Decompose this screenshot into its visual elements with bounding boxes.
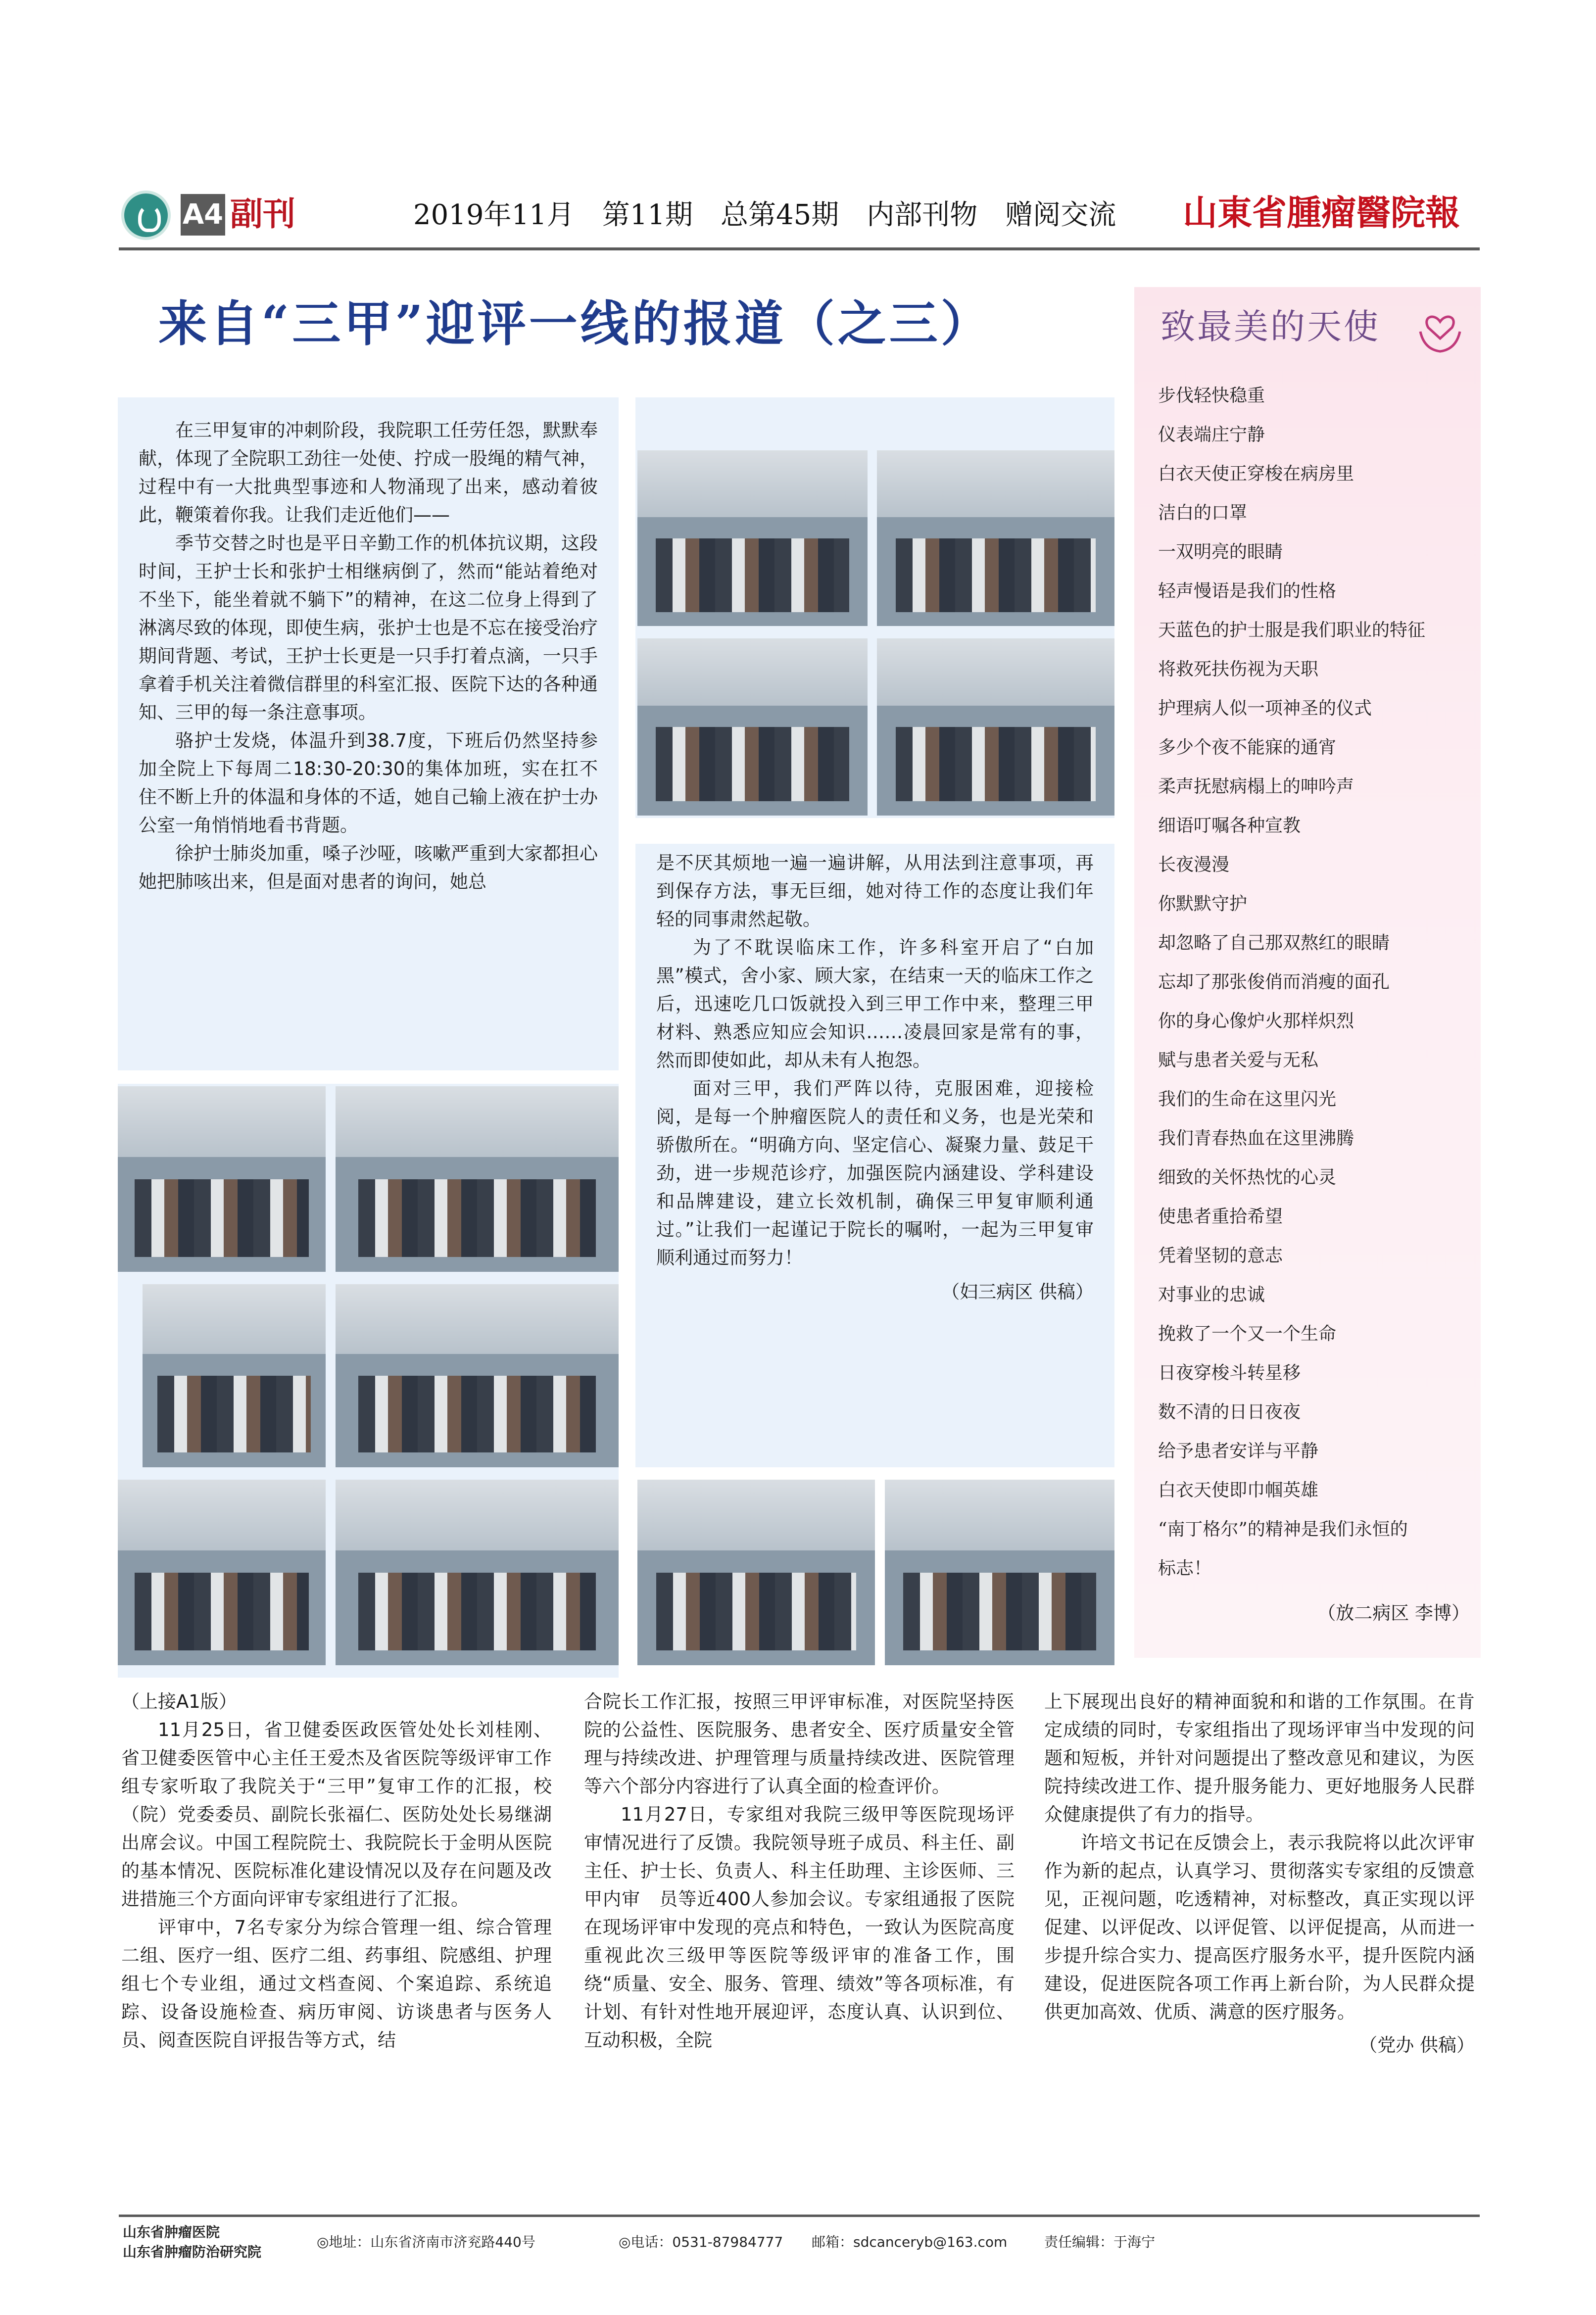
newspaper-title: 山東省腫瘤醫院報: [1183, 192, 1460, 233]
poem-line: 凭着坚韧的意志: [1158, 1246, 1283, 1266]
footer-org-institute: 山东省肿瘤防治研究院: [123, 2244, 262, 2260]
poem-line: 你的身心像炉火那样炽烈: [1158, 1011, 1354, 1031]
poem-line: 却忽略了自己那双熬红的眼睛: [1158, 933, 1390, 953]
meeting-photo: [637, 450, 868, 626]
paragraph: 季节交替之时也是平日辛勤工作的机体抗议期，这段时间，王护士长和张护士相继病倒了，然而“能站着绝对不坐下，能坐着就不躺下”的精神，在这二位身上得到了淋漓尽致的体现，即使生病，张护士也是不忘在接受治疗期间背题、考试，王护士长更是一只手打着点滴，一只手拿着手机关注着微信群里的科室汇报、医院下达的各种通知、三甲的每一条注意事项。: [139, 532, 598, 723]
footer-address: ◎地址：山东省济南市济兖路440号: [317, 2234, 535, 2250]
article-credit: （妇三病区 供稿）: [941, 1281, 1094, 1302]
poem-line: 我们青春热血在这里沸腾: [1158, 1128, 1354, 1149]
conference-room-photo: [336, 1086, 619, 1272]
footer-org-hospital: 山东省肿瘤医院: [123, 2224, 220, 2240]
poem-line: 你默默守护: [1158, 894, 1248, 914]
poem-line: 将救死扶伤视为天职: [1158, 659, 1319, 679]
article2-column-2: [584, 1688, 1015, 2054]
poem-line: 一双明亮的眼睛: [1158, 542, 1283, 562]
paragraph: 上下展现出良好的精神面貌和和谐的工作氛围。在肯定成绩的同时，专家组指出了现场评审当中发现的问题和短板，并针对问题提出了整改意见和建议，为医院持续改进工作、提升服务能力、更好地服务人民群众健康提供了有力的指导。: [1044, 1691, 1475, 1825]
hospital-logo-icon: [121, 191, 171, 240]
poem-line: 数不清的日日夜夜: [1158, 1402, 1301, 1422]
poem-line: 使患者重拾希望: [1158, 1206, 1283, 1227]
review-meeting-photo: [336, 1284, 619, 1467]
poem-line: 忘却了那张俊俏而消瘦的面孔: [1158, 972, 1390, 992]
paragraph: 评审中，7名专家分为综合管理一组、综合管理二组、医疗一组、医疗二组、药事组、院感组、护理组七个专业组，通过文档查阅、个案追踪、系统追踪、设备设施检查、病历审阅、访谈患者与医务人员、阅查医院自评报告等方式，结: [121, 1917, 552, 2051]
continued-note: （上接A1版）: [121, 1691, 237, 1712]
poem-line: 赋与患者关爱与无私: [1158, 1050, 1319, 1070]
article2-column-3: [1044, 1688, 1475, 2059]
paragraph: 骆护士发烧，体温升到38.7度，下班后仍然坚持参加全院上下每周二18:30-20:30的集体加班，实在扛不住不断上升的体温和身体的不适，她自己输上液在护士办公室一角悄悄地看书背题。: [139, 730, 598, 836]
nurse-station-photo: [877, 638, 1114, 816]
header-divider: [119, 247, 1480, 250]
records-check-photo: [118, 1480, 326, 1665]
poem-line: 日夜穿梭斗转星移: [1158, 1363, 1301, 1383]
article-text-panel-left: [118, 397, 619, 1070]
poem-line: 多少个夜不能寐的通宵: [1158, 737, 1337, 758]
poem-line: 天蓝色的护士服是我们职业的特征: [1158, 620, 1426, 640]
paragraph: 11月25日，省卫健委医政医管处处长刘桂刚、省卫健委医管中心主任王爱杰及省医院等级评审工作组专家听取了我院关于“三甲”复审工作的汇报，校（院）党委委员、副院长张福仁、医防处处长易继湖出席会议。中国工程院院士、我院院长于金明从医院的基本情况、医院标准化建设情况以及存在问题及改进措施三个方面向评审专家组进行了汇报。: [121, 1719, 552, 1910]
expert-visit-photo: [118, 1086, 326, 1272]
poem-line: 我们的生命在这里闪光: [1158, 1089, 1337, 1109]
paragraph: 11月27日，专家组对我院三级甲等医院现场评审情况进行了反馈。我院领导班子成员、科主任、副主任、护士长、负责人、科主任助理、主诊医师、三甲内审 员等近400人参加会议。专家组通报了医院在现场评审中发现的亮点和特色，一致认为医院高度重视此次三级甲等医院等级评审的准备工作，围绕“质量、安全、服务、管理、绩效”等各项标准，有计划、有针对性地开展迎评，态度认真、认识到位、互动积极，全院: [584, 1804, 1015, 2051]
section-name: 副刊: [230, 195, 295, 233]
paragraph: 在三甲复审的冲刺阶段，我院职工任劳任怨，默默奉献，体现了全院职工劲往一处使、拧成一股绳的精气神，过程中有一大批典型事迹和人物涌现了出来，感动着彼此，鞭策着你我。让我们走近他们——: [139, 420, 598, 526]
footer-email: 邮箱：sdcanceryb@163.com: [812, 2234, 1008, 2250]
workstation-photo: [336, 1480, 619, 1665]
poem-line: 给予患者安详与平静: [1158, 1441, 1319, 1461]
poem-line: 长夜漫漫: [1158, 855, 1230, 875]
article-headline: 来自“三甲”迎评一线的报道（之三）: [158, 295, 992, 352]
issue-info: 2019年11月 第11期 总第45期 内部刊物 赠阅交流: [413, 199, 1116, 231]
feedback-meeting-photo: [885, 1480, 1114, 1665]
poem-lines: [1158, 376, 1470, 1588]
page-number: A4: [181, 194, 225, 236]
poem-line: 细语叮嘱各种宣教: [1158, 816, 1301, 836]
paragraph: 徐护士肺炎加重，嗓子沙哑，咳嗽严重到大家都担心她把肺咳出来，但是面对患者的询问，她总: [139, 843, 598, 892]
poem-line: 护理病人似一项神圣的仪式: [1158, 698, 1372, 719]
poem-line: 对事业的忠诚: [1158, 1285, 1265, 1305]
poem-line: 挽救了一个又一个生命: [1158, 1324, 1337, 1344]
footer-editor: 责任编辑：于海宁: [1044, 2234, 1156, 2250]
poem-line: 标志！: [1158, 1558, 1212, 1579]
article-body: [139, 416, 598, 896]
poem-line: 仪表端庄宁静: [1158, 425, 1265, 445]
heart-hands-icon: [1415, 302, 1465, 356]
paragraph: 为了不耽误临床工作，许多科室开启了“白加黑”模式，舍小家、顾大家，在结束一天的临床工作之后，迅速吃几口饭就投入到三甲工作中来，整理三甲材料、熟悉应知应会知识……凌晨回家是常有的事，然而即使如此，却从未有人抱怨。: [656, 937, 1094, 1071]
footer-phone: ◎电话：0531-87984777: [619, 2234, 783, 2250]
poem-line: 柔声抚慰病榻上的呻吟声: [1158, 776, 1354, 797]
poem-line: 白衣天使即巾帼英雄: [1158, 1480, 1319, 1500]
poem-credit: （放二病区 李博）: [1317, 1602, 1470, 1624]
document-review-photo: [143, 1284, 326, 1467]
ward-visit-photo: [637, 638, 868, 816]
paragraph: 面对三甲，我们严阵以待，克服困难，迎接检阅，是每一个肿瘤医院人的责任和义务，也是光荣和骄傲所在。“明确方向、坚定信心、凝聚力量、鼓足干劲，进一步规范诊疗，加强医院内涵建设、学科建设和品牌建设，建立长效机制，确保三甲复审顺利通过。”让我们一起谨记于院长的嘱咐，一起为三甲复审顺利通过而努力！: [656, 1078, 1094, 1268]
poem-line: 洁白的口罩: [1158, 503, 1248, 523]
article2-column-1: [121, 1688, 552, 2054]
paragraph: 合院长工作汇报，按照三甲评审标准，对医院坚持医院的公益性、医院服务、患者安全、医疗质量安全管理与持续改进、护理管理与质量持续改进、医院管理等六个部分内容进行了认真全面的检查评价。: [584, 1691, 1015, 1797]
paragraph: 许培文书记在反馈会上，表示我院将以此次评审作为新的起点，认真学习、贯彻落实专家组的反馈意见，正视问题，吃透精神，对标整改，真正实现以评促建、以评促改、以评促管、以评促提高，从而进一步提升综合实力、提高医疗服务水平，提升医院内涵建设，促进医院各项工作再上新台阶，为人民群众提供更加高效、优质、满意的医疗服务。: [1044, 1832, 1475, 2023]
nurse-interview-photo: [637, 1480, 875, 1665]
poem-line: 细致的关怀热忱的心灵: [1158, 1167, 1337, 1188]
footer-divider: [119, 2215, 1480, 2217]
paragraph: 是不厌其烦地一遍一遍讲解，从用法到注意事项，再到保存方法，事无巨细，她对待工作的态度让我们年轻的同事肃然起敬。: [656, 852, 1094, 930]
poem-line: 步伐轻快稳重: [1158, 386, 1265, 406]
poem-line: 白衣天使正穿梭在病房里: [1158, 464, 1354, 484]
poem-line: 轻声慢语是我们的性格: [1158, 581, 1337, 601]
poem-title: 致最美的天使: [1161, 306, 1380, 347]
article2-credit: （党办 供稿）: [1359, 2034, 1475, 2056]
inspection-photo: [877, 450, 1114, 626]
article-body-continued: [656, 849, 1094, 1272]
poem-line: “南丁格尔”的精神是我们永恒的: [1158, 1519, 1408, 1540]
article-text-panel-right: [635, 844, 1114, 1467]
